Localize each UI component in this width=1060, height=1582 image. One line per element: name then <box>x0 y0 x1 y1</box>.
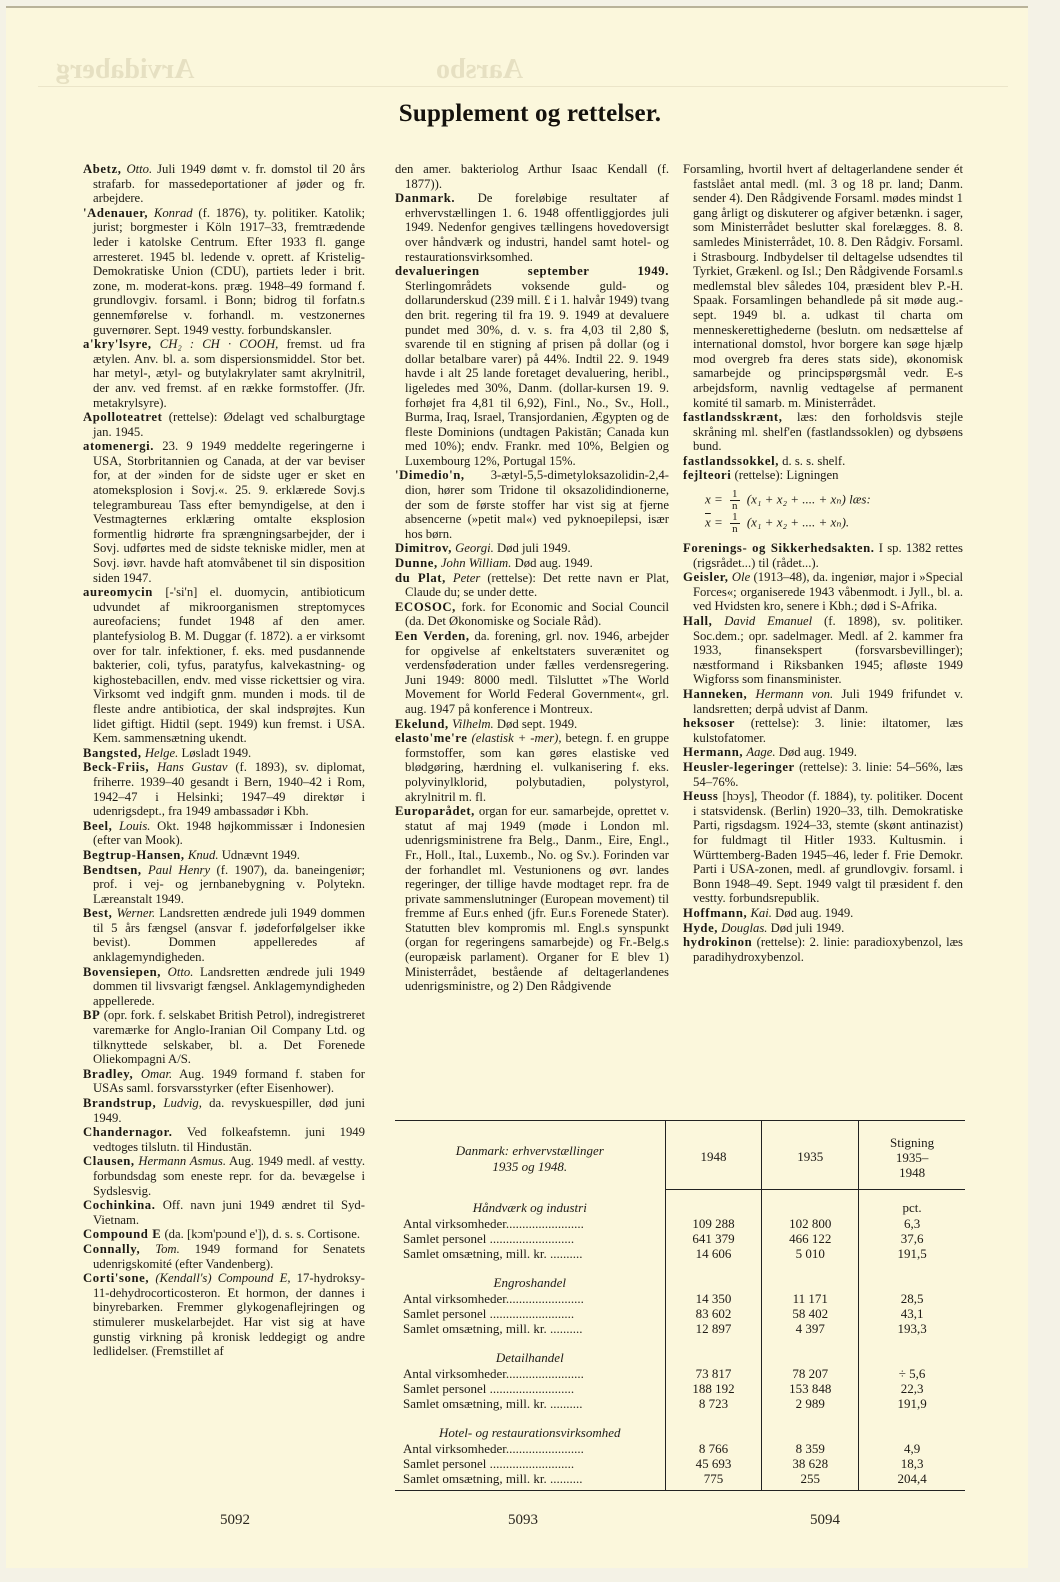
dictionary-entry <box>683 935 963 964</box>
cell-pct: 22,3 <box>858 1381 965 1396</box>
table-row <box>395 1366 965 1381</box>
table-row <box>395 1306 965 1321</box>
dictionary-entry <box>83 410 365 439</box>
entry-text: Sterlingområdets voksende guld- og dollarunderskud (239 mill. £ i 1. halvår 1949) tvang den brit. regering til fra 19. 9. 1949 at devaluere pundet med 30%, d. v. s. fra 4,03 til 2,80 $, svarende til en stigning af prisen på dollar (og i dollar betalbare varer) på 44%. Indtil 22. 9. 1949 havde i alt 25 lande foretaget devaluering, heribl., ligeledes med 30%, Danm. (dollar-kursen 19. 9. forhøjet fra 4,81 til 6,92), Finl., No., Sv., Holl., Burma, Iraq, Israel, Transjordanien, Ægypten og de fleste Dominions (undtagen Pakistān; Canada kun med 10%); endv. Frankr. med 10%, Belgien og Luxembourg 12%, Portugal 15%. <box>405 278 669 468</box>
entry-text: [hɔys], Theodor (f. 1884), ty. politiker. Docent i statsvidensk. (Berlin) 1920–33, tilh. Demokratiske Parti, rigsdagsm. 1924–33, stemte (skønt antinazist) for fuldmagt til Hitler 1933. Kultusmin. i Württemberg-Baden 1945–46, leder f. Frie Demokr. Parti i USA-zonen, medl. af grundlovgiv. forsaml. i Bonn 1948–49. Sept. 1949 valgt til præsident f. den vestty. forbundsrepublik. <box>693 789 963 906</box>
dictionary-entry <box>83 746 365 761</box>
dictionary-entry <box>683 468 963 483</box>
table-row <box>395 1216 965 1231</box>
entry-text: (f. 1898), sv. politiker. Soc.dem.; opr. sadelmager. Medl. af 2. kammer fra 1933, finansekspert (forsvarsbevillinger); næstformand i Riksbanken 1945; afløste 1949 Wigforss som finansminister. <box>693 614 963 687</box>
cell-v1935: 5 010 <box>761 1246 858 1261</box>
dictionary-entry <box>83 337 365 410</box>
column-3-entries-bottom <box>683 541 963 964</box>
entry-text: læs: den forholdsvis stejle skråning ml. shelf'en (fastlandssoklen) og dybsøens bund. <box>693 410 964 454</box>
entry-italic: (Kendall's) Compound E, <box>155 1271 291 1286</box>
table-section-heading: Hotel- og restaurationsvirksomhed <box>395 1415 965 1441</box>
entry-headword: Geisler, <box>683 570 729 585</box>
cell-v1935: 11 171 <box>761 1291 858 1306</box>
dictionary-entry <box>683 906 963 921</box>
entry-headword: Heuss <box>683 789 719 804</box>
entry-text: Død aug. 1949. <box>778 745 857 760</box>
entry-headword: Dunne, <box>395 556 438 571</box>
entry-italic: Vilhelm. <box>452 716 494 731</box>
entry-italic: Tom. <box>155 1241 180 1256</box>
dictionary-entry <box>683 162 963 410</box>
entry-headword: Hanneken, <box>683 687 748 701</box>
dictionary-entry <box>395 541 669 556</box>
entry-italic: John William. <box>440 556 512 571</box>
entry-text: 17-hydroksy-11-dehydrocorticosteron. Et hormon, der dannes i binyrebarken. Fremmer glykogenaflejringen og stimulerer muskelarbejdet. Har vist sig at have gunstig virkning på kronisk leddegigt og andre ledlidelser. (Fremstillet af <box>93 1271 366 1359</box>
table-row <box>395 1441 965 1456</box>
entry-headword: hydrokinon <box>683 935 753 950</box>
dictionary-entry <box>683 410 963 454</box>
dictionary-entry <box>395 162 669 191</box>
dictionary-entry <box>83 1008 365 1066</box>
entry-text: Død sept. 1949. <box>496 716 578 731</box>
entry-text: Død aug. 1949. <box>775 905 854 920</box>
entry-headword: Ekelund, <box>395 716 449 731</box>
entry-italic: Aage. <box>746 745 776 760</box>
entry-italic: CH₂ : CH · COOH, <box>159 337 279 352</box>
dictionary-entry <box>683 745 963 760</box>
cell-v1948: 109 288 <box>665 1216 762 1231</box>
entry-headword: Cochinkina. <box>83 1198 156 1213</box>
entry-italic: Paul Henry <box>148 862 211 877</box>
entry-headword: Abetz, <box>83 162 122 176</box>
dictionary-entry <box>83 965 365 1009</box>
dictionary-entry <box>683 454 963 469</box>
cell-v1935: 8 359 <box>761 1441 858 1456</box>
dictionary-entry <box>395 629 669 717</box>
entry-italic: Georgi. <box>455 541 494 556</box>
cell-label: Antal virksomheder........................ <box>403 1216 584 1231</box>
entry-italic: Hermann Asmus. <box>138 1154 226 1169</box>
entry-italic: David Emanuel <box>724 614 813 629</box>
entry-headword: Europarådet, <box>395 804 475 819</box>
column-2 <box>395 162 669 994</box>
table-row <box>395 1321 965 1336</box>
entry-text: (rettelse): 3. linie: 54–56%, læs 54–76%. <box>693 759 963 789</box>
entry-headword: Corti'sone, <box>83 1271 150 1286</box>
cell-label: Samlet omsætning, mill. kr. .......... <box>403 1321 583 1336</box>
cell-v1948: 83 602 <box>665 1306 762 1321</box>
entry-text: organ for eur. samarbejde, oprettet v. statut af maj 1949 (møde i London ml. udenrigsministrene fra Belg., Danm., Eire, Engl., Fr., Holl., Ital., Luxemb., No. og Sv.). Forinden var der forhandlet ml. Vestunionens og øvr. landes regeringer, der tillige havde modtaget repr. fra de private sammenslutninger (European movement) til fremme af Eur.s enhed (jfr. Eur.s Forenede Stater). Statutten blev kompromis ml. Engl.s synspunkt (organ for regeringens samarbejde) og Fr.-Belg.s (europæisk parlament). Organer for E blev 1) Ministerrådet, bestående af deltagerlandenes udenrigsministre, og 2) Den Rådgivende <box>405 804 670 994</box>
entry-headword: Danmark. <box>395 191 456 206</box>
cell-label: Antal virksomheder........................ <box>403 1366 584 1381</box>
cell-label: Samlet personel .......................... <box>403 1306 575 1321</box>
entry-text: (1913–48), da. ingeniør, major i »Special Forces«; organiserede 1943 våbenmodt. i Jyll., bl. a. ved Hvidsten kro, senere i Kbh.; død i S-Afrika. <box>693 570 963 614</box>
entry-headword: Heusler-legeringer <box>683 759 795 774</box>
entry-italic: Ole <box>731 570 751 585</box>
entry-headword: Een Verden, <box>395 629 470 643</box>
cell-v1948: 45 693 <box>665 1456 762 1471</box>
entry-italic: (elastisk + -mer), <box>471 731 562 746</box>
entry-text: (f. 1907), da. baneingeniør; prof. i vej- og jernbanebygning v. Polytekn. Læreanstalt 1949. <box>93 862 366 906</box>
page-number-middle: 5093 <box>508 1512 538 1528</box>
dictionary-entry <box>83 1154 365 1198</box>
entry-italic: Hermann von. <box>755 687 834 701</box>
entry-text: I sp. 1382 rettes (rigsrådet...) til (rådet...). <box>693 541 963 570</box>
dictionary-entry <box>395 191 669 264</box>
entry-italic: Knud. <box>187 847 219 862</box>
dictionary-entry <box>83 1125 365 1154</box>
entry-text: betegn. f. en gruppe formstoffer, som kan gøres elastiske ved blødgøring, hærdning el. vulkanisering f. eks. polyvinylklorid, polybutadien, polystyrol, akrylnitril m. fl. <box>405 731 670 804</box>
entry-text: Okt. 1948 højkommissær i Indonesien (efter van Mook). <box>93 818 366 848</box>
table-row <box>395 1246 965 1261</box>
entry-text: Landsretten ændrede juli 1949 dommen til 5 års fængsel (ansvar f. jødeforfølgelser ikke bevist). Dommen appelleredes af anklagemyndigheden. <box>93 906 366 965</box>
cell-pct: 4,9 <box>858 1441 965 1456</box>
entry-text: 23. 9 1949 meddelte regeringerne i USA, Storbritannien og Canada, at der var beviser for, at der »inden for de sidste uger er sket en atomeksplosion i Sovj.«. 25. 9. erklærede Sovj.s telegrambureau Tass efter bemyndigelse, at den i Vestmagternes erklæring omtalte eksplosion formentlig hidrørte fra sprængningsarbejder, der i Sovj. udførtes med de sidste tekniske midler, men at Sovj. iøvr. havde haft atomvåbenet til sin disposition siden 1947. <box>93 439 365 585</box>
entry-italic: Otto. <box>126 162 153 176</box>
cell-v1935: 466 122 <box>761 1231 858 1246</box>
show-through-header-right: Aarsbo <box>436 54 524 85</box>
entry-text: Død juli 1949. <box>496 541 571 556</box>
entry-text: Off. navn juni 1949 ændret til Syd-Vietnam. <box>93 1198 366 1227</box>
entry-text: Aug. 1949 medl. af vestty. forbundsdag som eneste repr. for da. bevægelse i Sydslesvig. <box>93 1154 365 1198</box>
cell-v1935: 78 207 <box>761 1366 858 1381</box>
statistics-table <box>395 1120 965 1491</box>
column-header-1948: 1948 <box>665 1121 762 1189</box>
entry-headword: Compound E <box>83 1227 162 1242</box>
entry-italic: Douglas. <box>721 920 768 935</box>
dictionary-entry <box>83 1227 365 1242</box>
dictionary-entry <box>83 1242 365 1271</box>
entry-italic: Konrad <box>153 205 193 220</box>
entry-text: Juli 1949 frifundet v. landsretten; derpå udvist af Danm. <box>693 687 963 716</box>
entry-headword: 'Dimedio'n, <box>395 468 465 483</box>
cell-pct: 6,3 <box>858 1216 965 1231</box>
entry-text: Forsamling, hvortil hvert af deltagerlandene sender ét fastslået antal medl. (ml. 3 og 18 pr. land; Danm. sender 4). Den Rådgivende Forsaml. mødes mindst 1 gang årligt og diskuterer og afgiver betænkn. i sager, som Ministerrådet beslutter skal forelægges. 8. 8. samledes Ministerrådet, 10. 8. Den Rådgiv. Forsaml. i Strasbourg. Indbydelser til deltagelse udsendtes til Tyrkiet, Grækenl. og Isl.; Den Rådgivende Forsaml.s medlemstal blev således 104, præsident blev P.-H. Spaak. Forsamlingen behandlede på sit møde aug.-sept. 1949 bl. a. udkast til charta om menneskerettighederne (beslutn. om nedsættelse af international domstol, hvor borgere kan søge hjælp mod overgreb fra deres stats side), økonomisk samarbejde og principspørgsmål vedr. E-s arbejdsform, navnlig vedtagelse af permanent komité til samarb. m. Ministerrådet. <box>683 162 963 410</box>
dictionary-entry <box>83 1067 365 1096</box>
cell-label: Samlet omsætning, mill. kr. .......... <box>403 1246 583 1261</box>
entry-italic: Louis. <box>119 818 151 833</box>
cell-v1935: 2 989 <box>761 1396 858 1411</box>
entry-headword: heksoser <box>683 716 736 731</box>
dictionary-entry <box>395 731 669 804</box>
dictionary-entry <box>83 162 365 206</box>
table-row <box>395 1381 965 1396</box>
entry-text: 1949 formand for Senatets udenrigskomité (efter Vandenberg). <box>93 1241 366 1271</box>
table-section-heading: Håndværk og industri pct. <box>395 1190 965 1216</box>
dictionary-entry <box>83 819 365 848</box>
cell-v1935: 153 848 <box>761 1381 858 1396</box>
table-section-heading: Detailhandel <box>395 1340 965 1366</box>
entry-text: Juli 1949 dømt v. fr. domstol til 20 års strafarb. for massedeportationer af jøder og fr. arbejdere. <box>93 162 366 206</box>
cell-v1948: 8 766 <box>665 1441 762 1456</box>
table-caption: Danmark: erhvervstællinger 1935 og 1948. <box>455 1143 604 1174</box>
cell-pct: 28,5 <box>858 1291 965 1306</box>
entry-headword: Hoffmann, <box>683 905 748 920</box>
dictionary-entry <box>683 789 963 906</box>
dictionary-entry <box>683 716 963 745</box>
entry-text: 3-ætyl-5,5-dimetyloksazolidin-2,4-dion, hører som Tridone til oksazolidindionerne, der som de første stoffer har vist sig at fjerne absencerne (»petit mal«) ved pyknoepilepsi, især hos børn. <box>405 468 669 541</box>
cell-v1948: 641 379 <box>665 1231 762 1246</box>
dictionary-entry <box>683 614 963 687</box>
entry-text: (opr. fork. f. selskabet British Petrol), indregistreret varemærke for Anglo-Iranian Oil Company Ltd. og tilknyttede selskaber, bl. a. Det Forenede Oliekompagni A/S. <box>93 1008 365 1067</box>
entry-italic: Kai. <box>750 905 772 920</box>
dictionary-entry <box>83 760 365 818</box>
entry-text: d. s. s. shelf. <box>782 453 846 468</box>
entry-italic: Omar. <box>140 1066 173 1081</box>
entry-headword: Dimitrov, <box>395 541 452 556</box>
page-number-right: 5094 <box>810 1512 840 1528</box>
cell-v1935: 38 628 <box>761 1456 858 1471</box>
cell-v1948: 188 192 <box>665 1381 762 1396</box>
entry-headword: Best, <box>83 906 113 921</box>
dictionary-entry <box>683 570 963 614</box>
table-row <box>395 1456 965 1471</box>
dictionary-entry <box>83 206 365 337</box>
dictionary-entry <box>83 1096 365 1125</box>
entry-text: De foreløbige resultater af erhvervstællingen 1. 6. 1948 offentliggjordes juli 1949. Nedenfor gengives tællingens hovedoversigt over håndværk og industri, handel samt hotel- og restaurationsvirksomhed. <box>405 191 669 264</box>
entry-text: da. revyskuespiller, død juni 1949. <box>93 1096 365 1125</box>
entry-text: Landsretten ændrede juli 1949 dommen til livsvarigt fængsel. Anklagemyndigheden appellerede. <box>93 964 365 1008</box>
entry-italic: Hans Gustav <box>156 760 228 775</box>
entry-text: Ved folkeafstemn. juni 1949 vedtoges tilslutn. til Hindustān. <box>93 1125 365 1154</box>
table-body <box>395 1190 965 1490</box>
dictionary-entry <box>683 760 963 789</box>
cell-label: Antal virksomheder........................ <box>403 1441 584 1456</box>
entry-italic: Helge. <box>144 745 179 760</box>
column-3-entries-top <box>683 162 963 483</box>
entry-text: (f. 1876), ty. politiker. Katolik; jurist; borgmester i Köln 1917–33, fremtrædende leder i katolske Centrum. Efter 1933 fl. gange arresteret. 1945 bl. ledende v. oprett. af Kristelig-Demokratiske Union (CDU), partiets leder i brit. zone, m. moderat-kons. præg. 1948–49 formand f. grundlovgiv. forsaml. i Bonn; bidrog til forfatn.s gennemførelse v. forhandl. m. vestzonernes guvernører. Sept. 1949 vestty. forbundskansler. <box>93 205 366 337</box>
entry-headword: Clausen, <box>83 1154 135 1169</box>
entry-text: fork. for Economic and Social Council (da. Det Økonomiske og Sociale Råd). <box>405 599 670 629</box>
cell-pct: 191,5 <box>858 1246 965 1261</box>
entry-headword: 'Adenauer, <box>83 205 149 220</box>
cell-label: Samlet personel .......................... <box>403 1381 575 1396</box>
cell-label: Samlet personel .......................... <box>403 1456 575 1471</box>
dictionary-entry <box>395 571 669 600</box>
entry-headword: Hall, <box>683 614 713 629</box>
table-row <box>395 1291 965 1306</box>
cell-v1935: 4 397 <box>761 1321 858 1336</box>
dictionary-entry <box>83 906 365 964</box>
entry-headword: atomenergi. <box>83 439 155 454</box>
pct-label: pct. <box>858 1190 965 1216</box>
cell-pct: 37,6 <box>858 1231 965 1246</box>
cell-v1948: 73 817 <box>665 1366 762 1381</box>
formula-fejlteori <box>705 489 963 535</box>
cell-v1948: 8 723 <box>665 1396 762 1411</box>
table-row <box>395 1396 965 1411</box>
column-3 <box>683 162 963 964</box>
entry-headword: Bradley, <box>83 1066 134 1081</box>
entry-text: Løsladt 1949. <box>181 745 252 760</box>
entry-text: (rettelse): Ligningen <box>734 468 839 483</box>
formula-line-1: x = $\frac{1}{n}$ (x₁ + x₂ + .... + xₙ) læs: <box>705 488 871 513</box>
cell-v1935: 102 800 <box>761 1216 858 1231</box>
show-through-header-left: Arvidaberg <box>56 54 195 85</box>
entry-italic: Ludvig, <box>163 1096 202 1110</box>
entry-headword: fastlandsskrænt, <box>683 410 783 425</box>
dictionary-entry <box>83 1271 365 1359</box>
page-number-left: 5092 <box>220 1512 250 1528</box>
cell-label: Samlet omsætning, mill. kr. .......... <box>403 1396 583 1411</box>
cell-v1948: 14 350 <box>665 1291 762 1306</box>
dictionary-entry <box>683 921 963 936</box>
column-header-1935: 1935 <box>761 1121 858 1189</box>
dictionary-entry <box>395 468 669 541</box>
table-section-heading: Engroshandel <box>395 1265 965 1291</box>
cell-pct: 18,3 <box>858 1456 965 1471</box>
entry-headword: Forenings- og Sikkerhedsakten. <box>683 541 875 556</box>
entry-text: (f. 1893), sv. diplomat, friherre. 1939–40 gesandt i Bern, 1940–42 i Rom, 1942–47 i Helsinki; 1947–49 direktør i udenrigsdept., fra 1949 ambassadør i Kbh. <box>93 760 366 819</box>
dictionary-entry <box>83 439 365 585</box>
dictionary-entry <box>683 687 963 716</box>
entry-headword: Apolloteatret <box>83 410 163 425</box>
entry-headword: Beck-Friis, <box>83 760 150 775</box>
dictionary-entry <box>83 585 365 746</box>
dictionary-entry <box>395 600 669 629</box>
entry-text: Udnævnt 1949. <box>221 847 300 862</box>
entry-text: da. forening, grl. nov. 1946, arbejder for opgivelse af enkeltstaters suverænitet og verdensføderation under fælles verdensregering. Juni 1949: 8000 medl. Tilsluttet »The World Movement for World Federal Government«, grl. aug. 1947 på konference i Montreux. <box>405 629 669 716</box>
cell-pct: 43,1 <box>858 1306 965 1321</box>
entry-headword: elasto'me're <box>395 731 468 746</box>
entry-text: Død juli 1949. <box>770 920 845 935</box>
entry-headword: Hyde, <box>683 920 719 935</box>
entry-text: den amer. bakteriolog Arthur Isaac Kendall (f. 1877)). <box>395 162 669 191</box>
entry-text: (rettelse): Det rette navn er Plat, Claude du; se under dette. <box>405 570 669 600</box>
entry-text: [-'si'n] el. duomycin, antibioticum udvundet af mikroorganismen streptomyces aureofaciens; fundet 1948 af den amer. plantefysiolog B. M. Duggar (f. 1872). a er virksomt over for talr. infektioner, f. eks. med pusdannende bakterier, coli, tyfus, paratyfus, kalvekastning- og kighostebacillen, endv. med visse rickettsier og vira. Virksomt ved indgift gnm. munden i mods. til de fleste andre antibiotica, der skal indsprøjtes. Kun lidet giftigt. Hidtil (sept. 1949) kun fremst. i USA. Kem. sammensætning ukendt. <box>93 585 365 746</box>
entry-text: (rettelse): 3. linie: iltatomer, læs kulstofatomer. <box>693 716 964 745</box>
entry-headword: Beel, <box>83 818 113 833</box>
entry-headword: fastlandssokkel, <box>683 453 779 468</box>
entry-italic: Peter <box>452 570 481 585</box>
entry-text: (da. [kɔm'pɔund e']), d. s. s. Cortisone. <box>164 1227 361 1242</box>
entry-italic: Otto. <box>167 964 194 979</box>
dictionary-entry <box>683 541 963 570</box>
entry-text: fremst. ud fra ætylen. Anv. bl. a. som dispersionsmiddel. Stor bet. har metyl-, ætyl- og butylakrylater samt akrylnitril, der anv. ved fremst. af en række formstoffer. (Jfr. metakrylsyre). <box>93 337 366 410</box>
dictionary-entry <box>395 717 669 732</box>
entry-headword: du Plat, <box>395 570 446 585</box>
entry-headword: Bovensiepen, <box>83 964 162 979</box>
fraction: $\frac{1}{n}$ <box>732 511 738 536</box>
column-1 <box>83 162 365 1359</box>
entry-headword: Brandstrup, <box>83 1096 157 1110</box>
column-header-increase: Stigning 1935– 1948 <box>858 1121 965 1189</box>
entry-italic: Werner. <box>116 906 156 921</box>
entry-headword: Hermann, <box>683 745 744 760</box>
dictionary-entry <box>395 264 669 468</box>
cell-v1948: 14 606 <box>665 1246 762 1261</box>
entry-headword: Begtrup-Hansen, <box>83 847 185 862</box>
cell-v1948: 12 897 <box>665 1321 762 1336</box>
fraction: $\frac{1}{n}$ <box>732 488 738 513</box>
formula-line-2: $\overline{x}$ = $\frac{1}{n}$ (x₁ + x₂ + .... + xₙ). <box>705 511 850 536</box>
dictionary-entry <box>83 863 365 907</box>
dictionary-entry <box>395 556 669 571</box>
entry-headword: Chandernagor. <box>83 1125 173 1140</box>
dictionary-entry <box>83 848 365 863</box>
cell-label: Samlet personel .......................... <box>403 1231 575 1246</box>
entry-headword: BP <box>83 1008 101 1023</box>
dictionary-entry <box>395 804 669 994</box>
cell-pct: 193,3 <box>858 1321 965 1336</box>
cell-pct: 191,9 <box>858 1396 965 1411</box>
entry-text: (rettelse): Ødelagt ved schalburgtage jan. 1945. <box>93 410 365 439</box>
cell-v1935: 58 402 <box>761 1306 858 1321</box>
cell-v1948: 775 <box>665 1471 762 1486</box>
cell-label: Samlet omsætning, mill. kr. .......... <box>403 1471 583 1486</box>
cell-pct: 204,4 <box>858 1471 965 1486</box>
show-through-rule <box>38 86 1008 87</box>
entry-headword: Bendtsen, <box>83 862 142 877</box>
cell-pct: ÷ 5,6 <box>858 1366 965 1381</box>
table-header <box>395 1121 965 1189</box>
entry-headword: Connally, <box>83 1241 141 1256</box>
entry-text: Aug. 1949 formand f. staben for USAs saml. forsvarsstyrker (efter Eisenhower). <box>93 1066 366 1096</box>
entry-headword: devalueringen september 1949. <box>395 264 669 279</box>
entry-headword: a'kry'lsyre, <box>83 337 152 352</box>
table-row <box>395 1471 965 1486</box>
entry-text: Død aug. 1949. <box>514 556 593 571</box>
table-row <box>395 1231 965 1246</box>
page-title: Supplement og rettelser. <box>398 100 662 127</box>
entry-headword: fejlteori <box>683 468 732 483</box>
cell-label: Antal virksomheder........................ <box>403 1291 584 1306</box>
entry-headword: ECOSOC, <box>395 599 456 614</box>
entry-headword: Bangsted, <box>83 745 142 760</box>
entry-text: (rettelse): 2. linie: paradioxybenzol, læs paradihydroxybenzol. <box>693 935 963 964</box>
dictionary-entry <box>83 1198 365 1227</box>
cell-v1935: 255 <box>761 1471 858 1486</box>
entry-headword: aureomycin <box>83 585 153 600</box>
